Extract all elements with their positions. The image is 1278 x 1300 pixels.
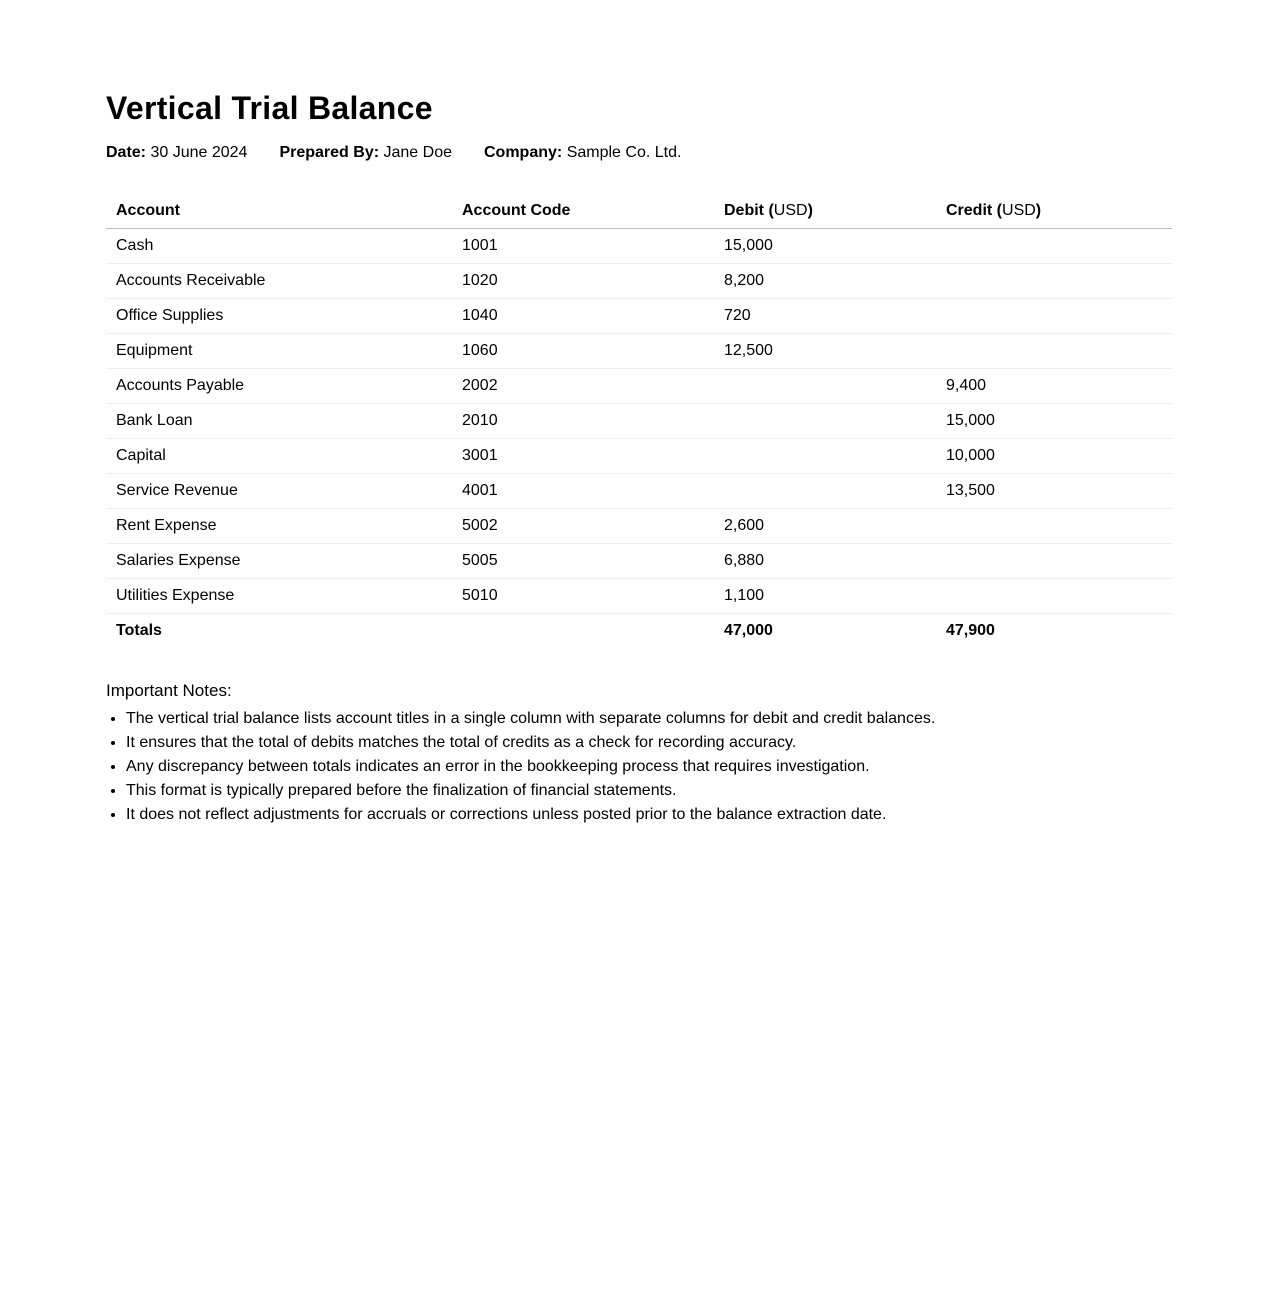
cell-debit [714, 474, 936, 509]
table-row [106, 369, 1172, 404]
cell-debit: 15,000 [714, 229, 936, 264]
cell-code: 5005 [452, 544, 714, 579]
meta-company-value: Sample Co. Ltd. [566, 144, 682, 161]
totals-code-empty [452, 614, 714, 649]
meta-company-label: Company: [484, 144, 563, 161]
cell-code: 5002 [452, 509, 714, 544]
header-debit-currency: USD [773, 202, 808, 219]
cell-credit: 9,400 [936, 369, 1172, 404]
cell-code: 2010 [452, 404, 714, 439]
page-title: Vertical Trial Balance [106, 90, 433, 126]
cell-debit [714, 439, 936, 474]
cell-code: 2002 [452, 369, 714, 404]
meta-date [106, 144, 247, 162]
table-footer [106, 614, 1172, 649]
cell-credit: 15,000 [936, 404, 1172, 439]
cell-code: 1020 [452, 264, 714, 299]
cell-debit: 2,600 [714, 509, 936, 544]
table-row [106, 544, 1172, 579]
header-debit: Debit (USD) [714, 194, 936, 229]
header-account-code: Account Code [452, 194, 714, 229]
note-item: • It does not reflect adjustments for accruals or corrections unless posted prior to the balance extraction date. [126, 803, 935, 827]
header-row [106, 194, 1172, 229]
cell-debit [714, 404, 936, 439]
table-row [106, 439, 1172, 474]
cell-credit [936, 229, 1172, 264]
note-item: • The vertical trial balance lists account titles in a single column with separate columns for debit and credit balances. [126, 707, 935, 731]
cell-credit: 10,000 [936, 439, 1172, 474]
header-credit-label: Credit [946, 202, 993, 219]
cell-account: Bank Loan [106, 404, 452, 439]
document-meta [106, 144, 681, 162]
table-row [106, 299, 1172, 334]
cell-code: 4001 [452, 474, 714, 509]
cell-debit: 8,200 [714, 264, 936, 299]
table-header [106, 194, 1172, 229]
cell-code: 1001 [452, 229, 714, 264]
table-row [106, 264, 1172, 299]
meta-date-value: 30 June 2024 [150, 144, 248, 161]
meta-prepared-value: Jane Doe [383, 144, 452, 161]
note-item: • Any discrepancy between totals indicates an error in the bookkeeping process that requires investigation. [126, 755, 935, 779]
cell-account: Capital [106, 439, 452, 474]
table-row [106, 474, 1172, 509]
cell-account: Service Revenue [106, 474, 452, 509]
meta-date-label: Date: [106, 144, 147, 161]
cell-account: Accounts Receivable [106, 264, 452, 299]
cell-code: 3001 [452, 439, 714, 474]
header-credit: Credit (USD) [936, 194, 1172, 229]
totals-debit: 47,000 [724, 622, 773, 639]
cell-credit [936, 544, 1172, 579]
cell-credit [936, 509, 1172, 544]
cell-debit: 12,500 [714, 334, 936, 369]
totals-row [106, 614, 1172, 649]
table-body [106, 229, 1172, 614]
cell-account: Accounts Payable [106, 369, 452, 404]
cell-credit [936, 299, 1172, 334]
cell-account: Utilities Expense [106, 579, 452, 614]
table-row [106, 229, 1172, 264]
cell-code: 1060 [452, 334, 714, 369]
notes-list [106, 707, 935, 827]
cell-credit [936, 264, 1172, 299]
totals-label: Totals [116, 622, 162, 639]
notes-heading: Important Notes: [106, 681, 232, 700]
cell-credit [936, 334, 1172, 369]
totals-credit: 47,900 [946, 622, 995, 639]
cell-credit: 13,500 [936, 474, 1172, 509]
table-row [106, 334, 1172, 369]
note-item: • This format is typically prepared before the finalization of financial statements. [126, 779, 935, 803]
table-row [106, 579, 1172, 614]
meta-prepared-by [279, 144, 452, 162]
cell-debit: 1,100 [714, 579, 936, 614]
cell-account: Office Supplies [106, 299, 452, 334]
table-row [106, 404, 1172, 439]
cell-account: Salaries Expense [106, 544, 452, 579]
header-debit-label: Debit [724, 202, 764, 219]
cell-code: 1040 [452, 299, 714, 334]
cell-account: Equipment [106, 334, 452, 369]
cell-debit: 6,880 [714, 544, 936, 579]
cell-account: Cash [106, 229, 452, 264]
cell-credit [936, 579, 1172, 614]
header-account: Account [106, 194, 452, 229]
note-item: • It ensures that the total of debits matches the total of credits as a check for recording accuracy. [126, 731, 935, 755]
header-credit-currency: USD [1002, 202, 1036, 219]
cell-code: 5010 [452, 579, 714, 614]
cell-debit: 720 [714, 299, 936, 334]
meta-company [484, 144, 681, 162]
cell-debit [714, 369, 936, 404]
cell-account: Rent Expense [106, 509, 452, 544]
meta-prepared-label: Prepared By: [279, 144, 380, 161]
trial-balance-table [106, 194, 1172, 648]
table-row [106, 509, 1172, 544]
